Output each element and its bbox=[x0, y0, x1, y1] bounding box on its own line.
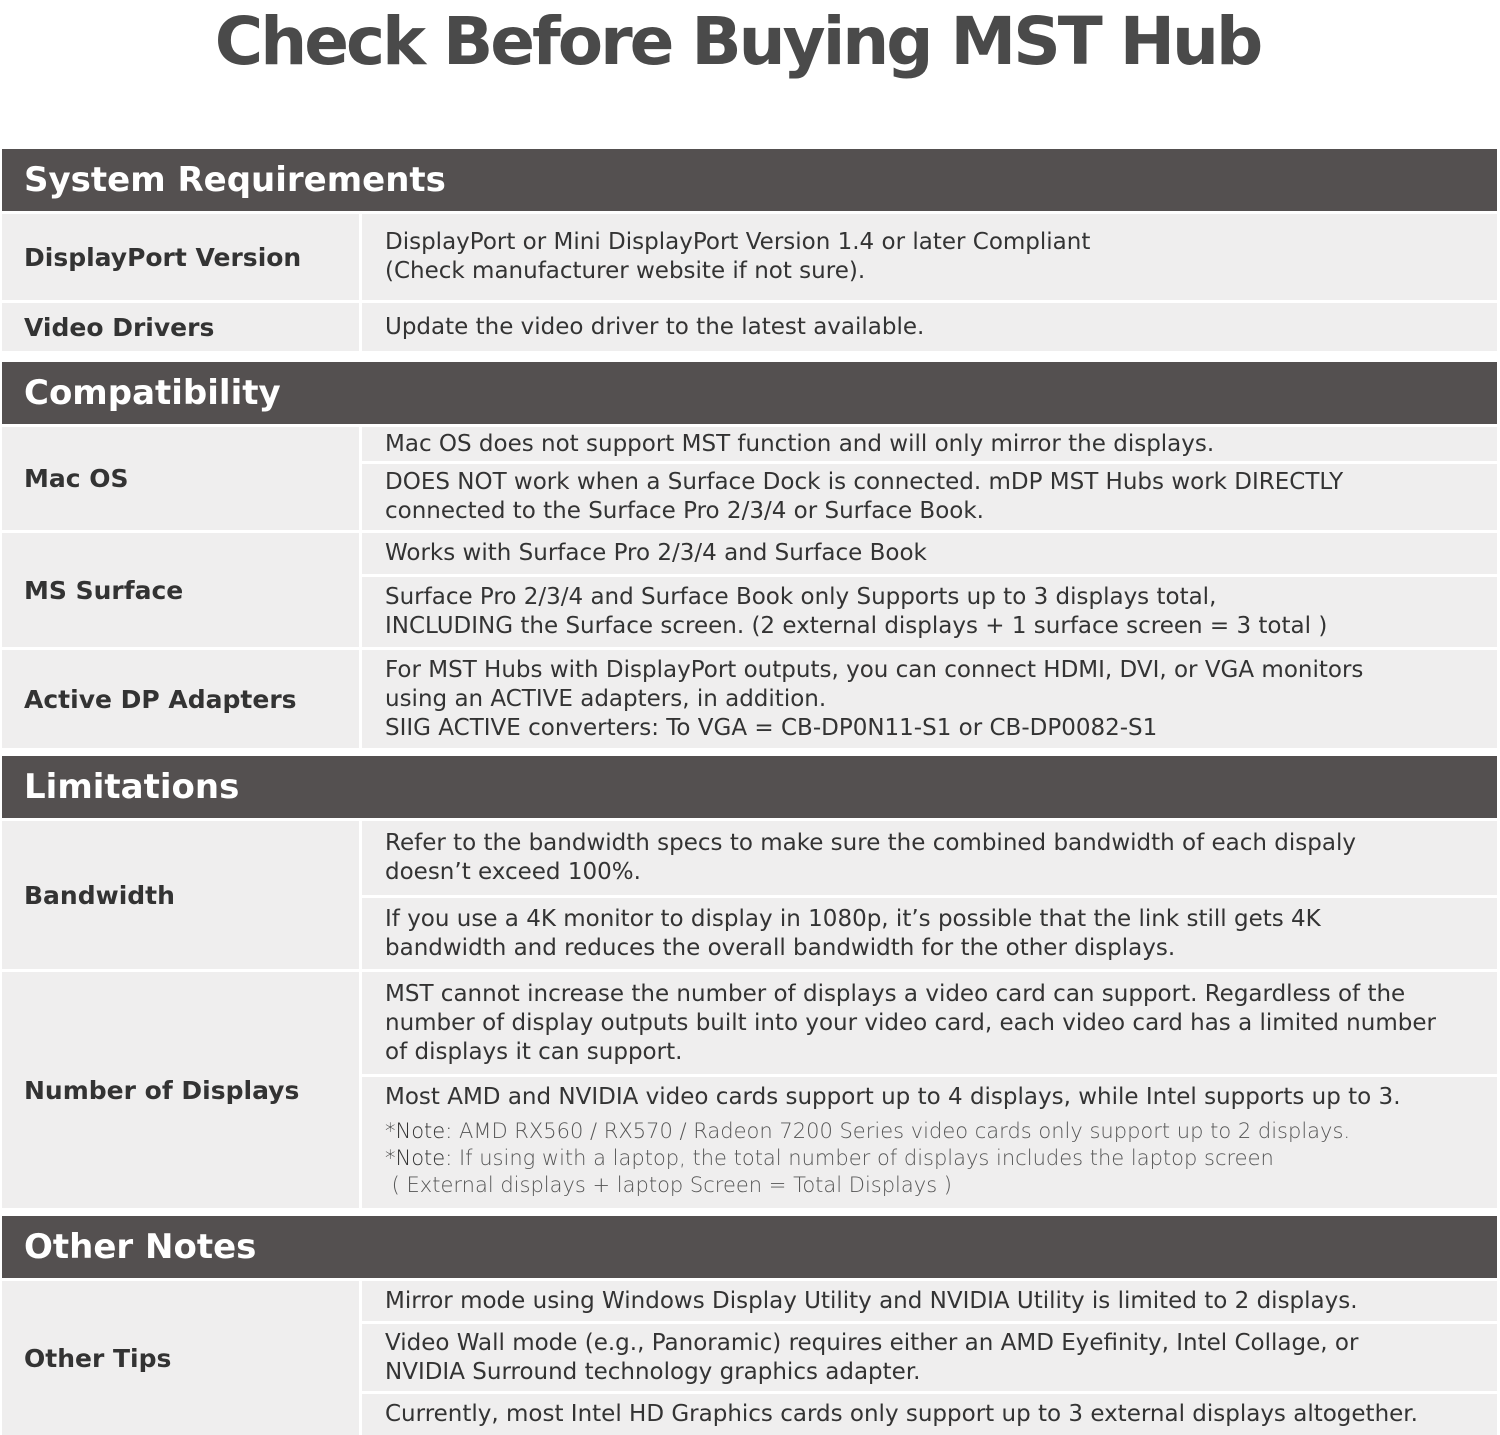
section-header: Limitations bbox=[2, 756, 1497, 818]
row-cell bbox=[362, 461, 1497, 530]
table-row bbox=[2, 300, 1497, 351]
table-row bbox=[2, 1278, 1497, 1435]
row-label: Mac OS bbox=[2, 427, 362, 530]
row-cell bbox=[362, 303, 1497, 351]
row-cell bbox=[362, 1281, 1497, 1321]
cell-text: If you use a 4K monitor to display in 1080p, it’s possible that the link still gets 4K bbox=[385, 905, 1321, 932]
row-label: Active DP Adapters bbox=[2, 650, 362, 748]
section-header: Other Notes bbox=[2, 1216, 1497, 1278]
cell-text: Update the video driver to the latest available. bbox=[385, 313, 925, 340]
section-other-notes bbox=[2, 1216, 1497, 1435]
cell-text: of displays it can support. bbox=[385, 1038, 683, 1065]
table-row bbox=[2, 818, 1497, 969]
note-line bbox=[385, 1172, 1487, 1199]
table-row bbox=[2, 211, 1497, 300]
row-cell bbox=[362, 574, 1497, 647]
cell-text: doesn’t exceed 100%. bbox=[385, 859, 641, 885]
cell-text: INCLUDING the Surface screen. (2 external displays + 1 surface screen = 3 total ) bbox=[385, 613, 1328, 639]
cell-text: Surface Pro 2/3/4 and Surface Book only Supports up to 3 displays total, bbox=[385, 584, 1217, 610]
row-label: MS Surface bbox=[2, 533, 362, 647]
row-cell bbox=[362, 1391, 1497, 1435]
row-label: Bandwidth bbox=[2, 821, 362, 969]
row-cell bbox=[362, 650, 1497, 748]
cell-text: bandwidth and reduces the overall bandwidth for the other displays. bbox=[385, 934, 1176, 961]
section-system-requirements bbox=[2, 149, 1497, 351]
row-cell bbox=[362, 972, 1497, 1074]
note-prefix: *Note: bbox=[385, 1119, 453, 1143]
section-header: Compatibility bbox=[2, 362, 1497, 424]
row-label: DisplayPort Version bbox=[2, 214, 362, 300]
cell-text: Currently, most Intel HD Graphics cards only support up to 3 external displays altogether. bbox=[385, 1401, 1418, 1427]
table-row bbox=[2, 530, 1497, 647]
cell-text: Mirror mode using Windows Display Utility and NVIDIA Utility is limited to 2 displays. bbox=[385, 1287, 1358, 1314]
row-cell bbox=[362, 1321, 1497, 1391]
cell-text: using an ACTIVE adapters, in addition. bbox=[385, 685, 827, 712]
note-line bbox=[385, 1118, 1487, 1145]
table-row bbox=[2, 424, 1497, 530]
section-header: System Requirements bbox=[2, 149, 1497, 211]
cell-text: For MST Hubs with DisplayPort outputs, you can connect HDMI, DVI, or VGA monitors bbox=[385, 656, 1364, 683]
row-cell bbox=[362, 427, 1497, 461]
section-limitations bbox=[2, 756, 1497, 1208]
cell-text: (Check manufacturer website if not sure). bbox=[385, 258, 866, 284]
note-text: ( External displays + laptop Screen = Total Displays ) bbox=[385, 1173, 952, 1197]
table-row bbox=[2, 969, 1497, 1208]
row-label: Other Tips bbox=[2, 1281, 362, 1435]
cell-text: MST cannot increase the number of displays a video card can support. Regardless of the bbox=[385, 980, 1406, 1007]
cell-text: DisplayPort or Mini DisplayPort Version 1.4 or later Compliant bbox=[385, 229, 1091, 255]
row-cell bbox=[362, 533, 1497, 574]
cell-text: DOES NOT work when a Surface Dock is connected. mDP MST Hubs work DIRECTLY bbox=[385, 469, 1344, 495]
row-cell bbox=[362, 821, 1497, 895]
cell-text: Refer to the bandwidth specs to make sure the combined bandwidth of each dispaly bbox=[385, 830, 1356, 856]
note-line bbox=[385, 1145, 1487, 1172]
table-row bbox=[2, 647, 1497, 748]
row-cell bbox=[362, 214, 1497, 300]
cell-text: NVIDIA Surround technology graphics adapter. bbox=[385, 1358, 921, 1385]
cell-text: Video Wall mode (e.g., Panoramic) requires either an AMD Eyefinity, Intel Collage, or bbox=[385, 1329, 1359, 1356]
cell-text: Most AMD and NVIDIA video cards support up to 4 displays, while Intel supports up to 3. bbox=[385, 1084, 1401, 1110]
row-label: Number of Displays bbox=[2, 972, 362, 1208]
note-text: If using with a laptop, the total number of displays includes the laptop screen bbox=[452, 1146, 1274, 1170]
page-title: Check Before Buying MST Hub bbox=[214, 3, 1261, 80]
row-cell bbox=[362, 895, 1497, 969]
cell-text: Works with Surface Pro 2/3/4 and Surface Book bbox=[385, 540, 927, 566]
section-compatibility bbox=[2, 362, 1497, 748]
cell-text: connected to the Surface Pro 2/3/4 or Surface Book. bbox=[385, 498, 984, 524]
cell-text: number of display outputs built into your video card, each video card has a limited number bbox=[385, 1009, 1436, 1036]
row-label: Video Drivers bbox=[2, 303, 362, 351]
note-text: AMD RX560 / RX570 / Radeon 7200 Series video cards only support up to 2 displays. bbox=[452, 1119, 1351, 1143]
cell-text: SIIG ACTIVE converters: To VGA = CB-DP0N11-S1 or CB-DP0082-S1 bbox=[385, 714, 1158, 741]
cell-text: Mac OS does not support MST function and will only mirror the displays. bbox=[385, 430, 1215, 457]
row-cell bbox=[362, 1074, 1497, 1208]
note-prefix: *Note: bbox=[385, 1146, 453, 1170]
